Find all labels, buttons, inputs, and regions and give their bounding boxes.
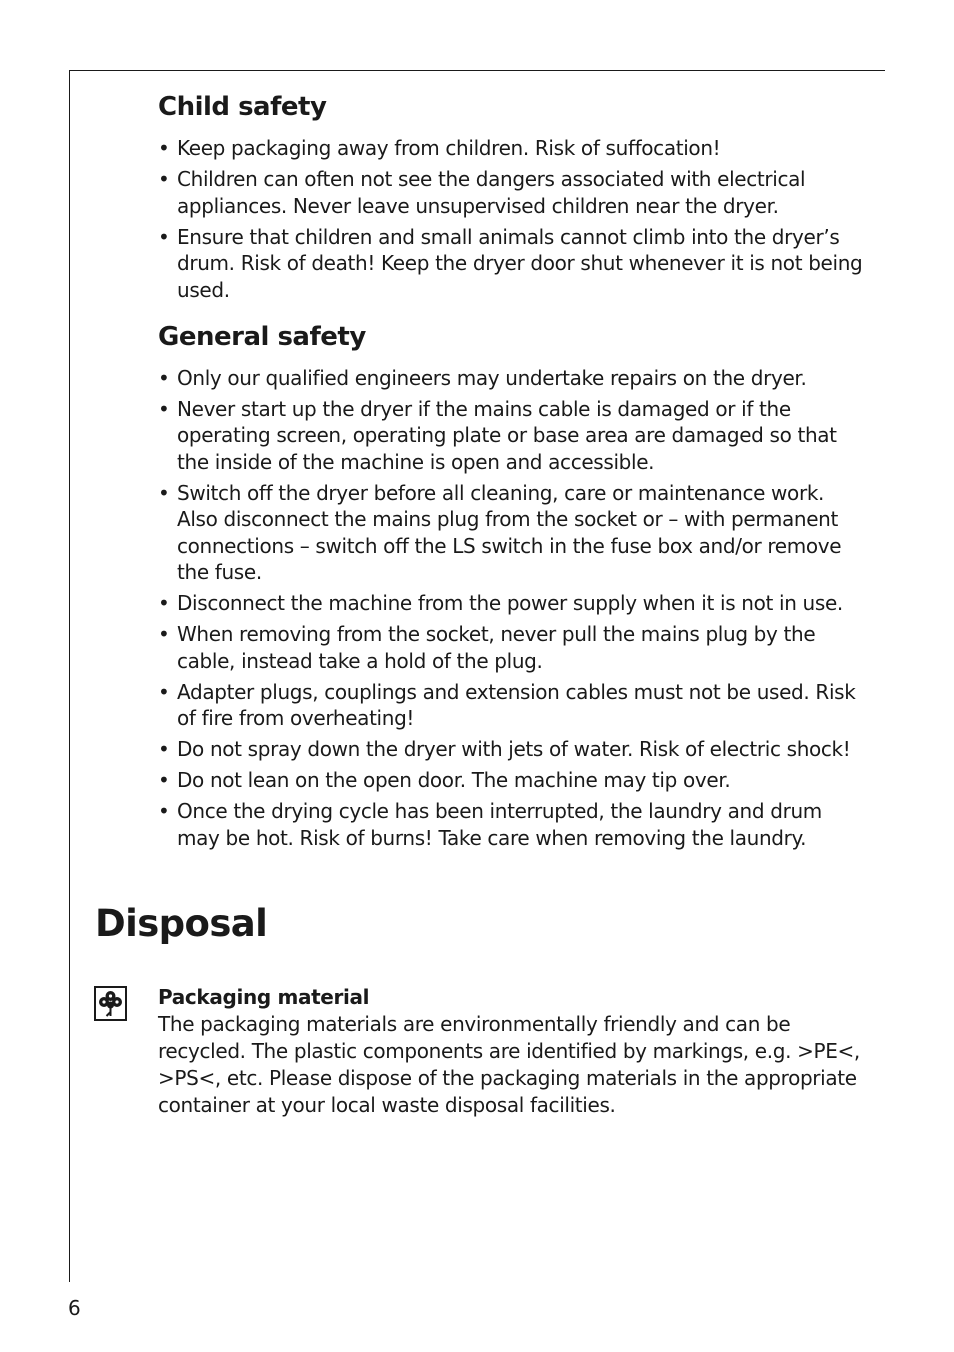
list-item: • Only our qualified engineers may undertake repairs on the dryer. [158, 365, 868, 392]
list-item: • Do not lean on the open door. The machine may tip over. [158, 767, 868, 794]
section-gap [158, 308, 868, 322]
list-item: • Do not spray down the dryer with jets of water. Risk of electric shock! [158, 736, 868, 763]
list-item: • Children can often not see the dangers associated with electrical appliances. Never leave unsupervised children near the dryer. [158, 166, 868, 219]
top-rule [69, 70, 885, 71]
child-safety-list [158, 135, 868, 303]
list-item: • Once the drying cycle has been interrupted, the laundry and drum may be hot. Risk of burns! Take care when removing the laundry. [158, 798, 868, 851]
page-number: 6 [68, 1296, 81, 1320]
list-item: • When removing from the socket, never pull the mains plug by the cable, instead take a hold of the plug. [158, 621, 868, 674]
list-item: • Adapter plugs, couplings and extension cables must not be used. Risk of fire from overheating! [158, 679, 868, 732]
left-rule [69, 70, 70, 1282]
list-item: • Switch off the dryer before all cleaning, care or maintenance work. Also disconnect the mains plug from the socket or – with permanent connections – switch off the LS switch in the fuse box and/or remove the fuse. [158, 480, 868, 586]
general-safety-list [158, 365, 868, 852]
list-item: • Disconnect the machine from the power supply when it is not in use. [158, 590, 868, 617]
general-safety-heading: General safety [158, 321, 366, 352]
disposal-heading: Disposal [95, 902, 268, 945]
packaging-material-title: Packaging material [158, 985, 370, 1009]
list-item: • Never start up the dryer if the mains cable is damaged or if the operating screen, operating plate or base area are damaged so that the inside of the machine is open and accessible. [158, 396, 868, 476]
safety-content [158, 92, 868, 856]
child-safety-heading: Child safety [158, 92, 327, 122]
packaging-material-text: The packaging materials are environmentally friendly and can be recycled. The plastic components are identified by markings, e.g. >PE<, >PS<, etc. Please dispose of the packaging materials in the appropriate container at your local waste disposal facilities. [158, 1012, 860, 1117]
list-item: • Keep packaging away from children. Risk of suffocation! [158, 135, 868, 162]
packaging-material-block [158, 984, 868, 1119]
recycle-clover-icon [94, 986, 127, 1021]
list-item: • Ensure that children and small animals cannot climb into the dryer’s drum. Risk of death! Keep the dryer door shut whenever it is not being used. [158, 224, 868, 304]
